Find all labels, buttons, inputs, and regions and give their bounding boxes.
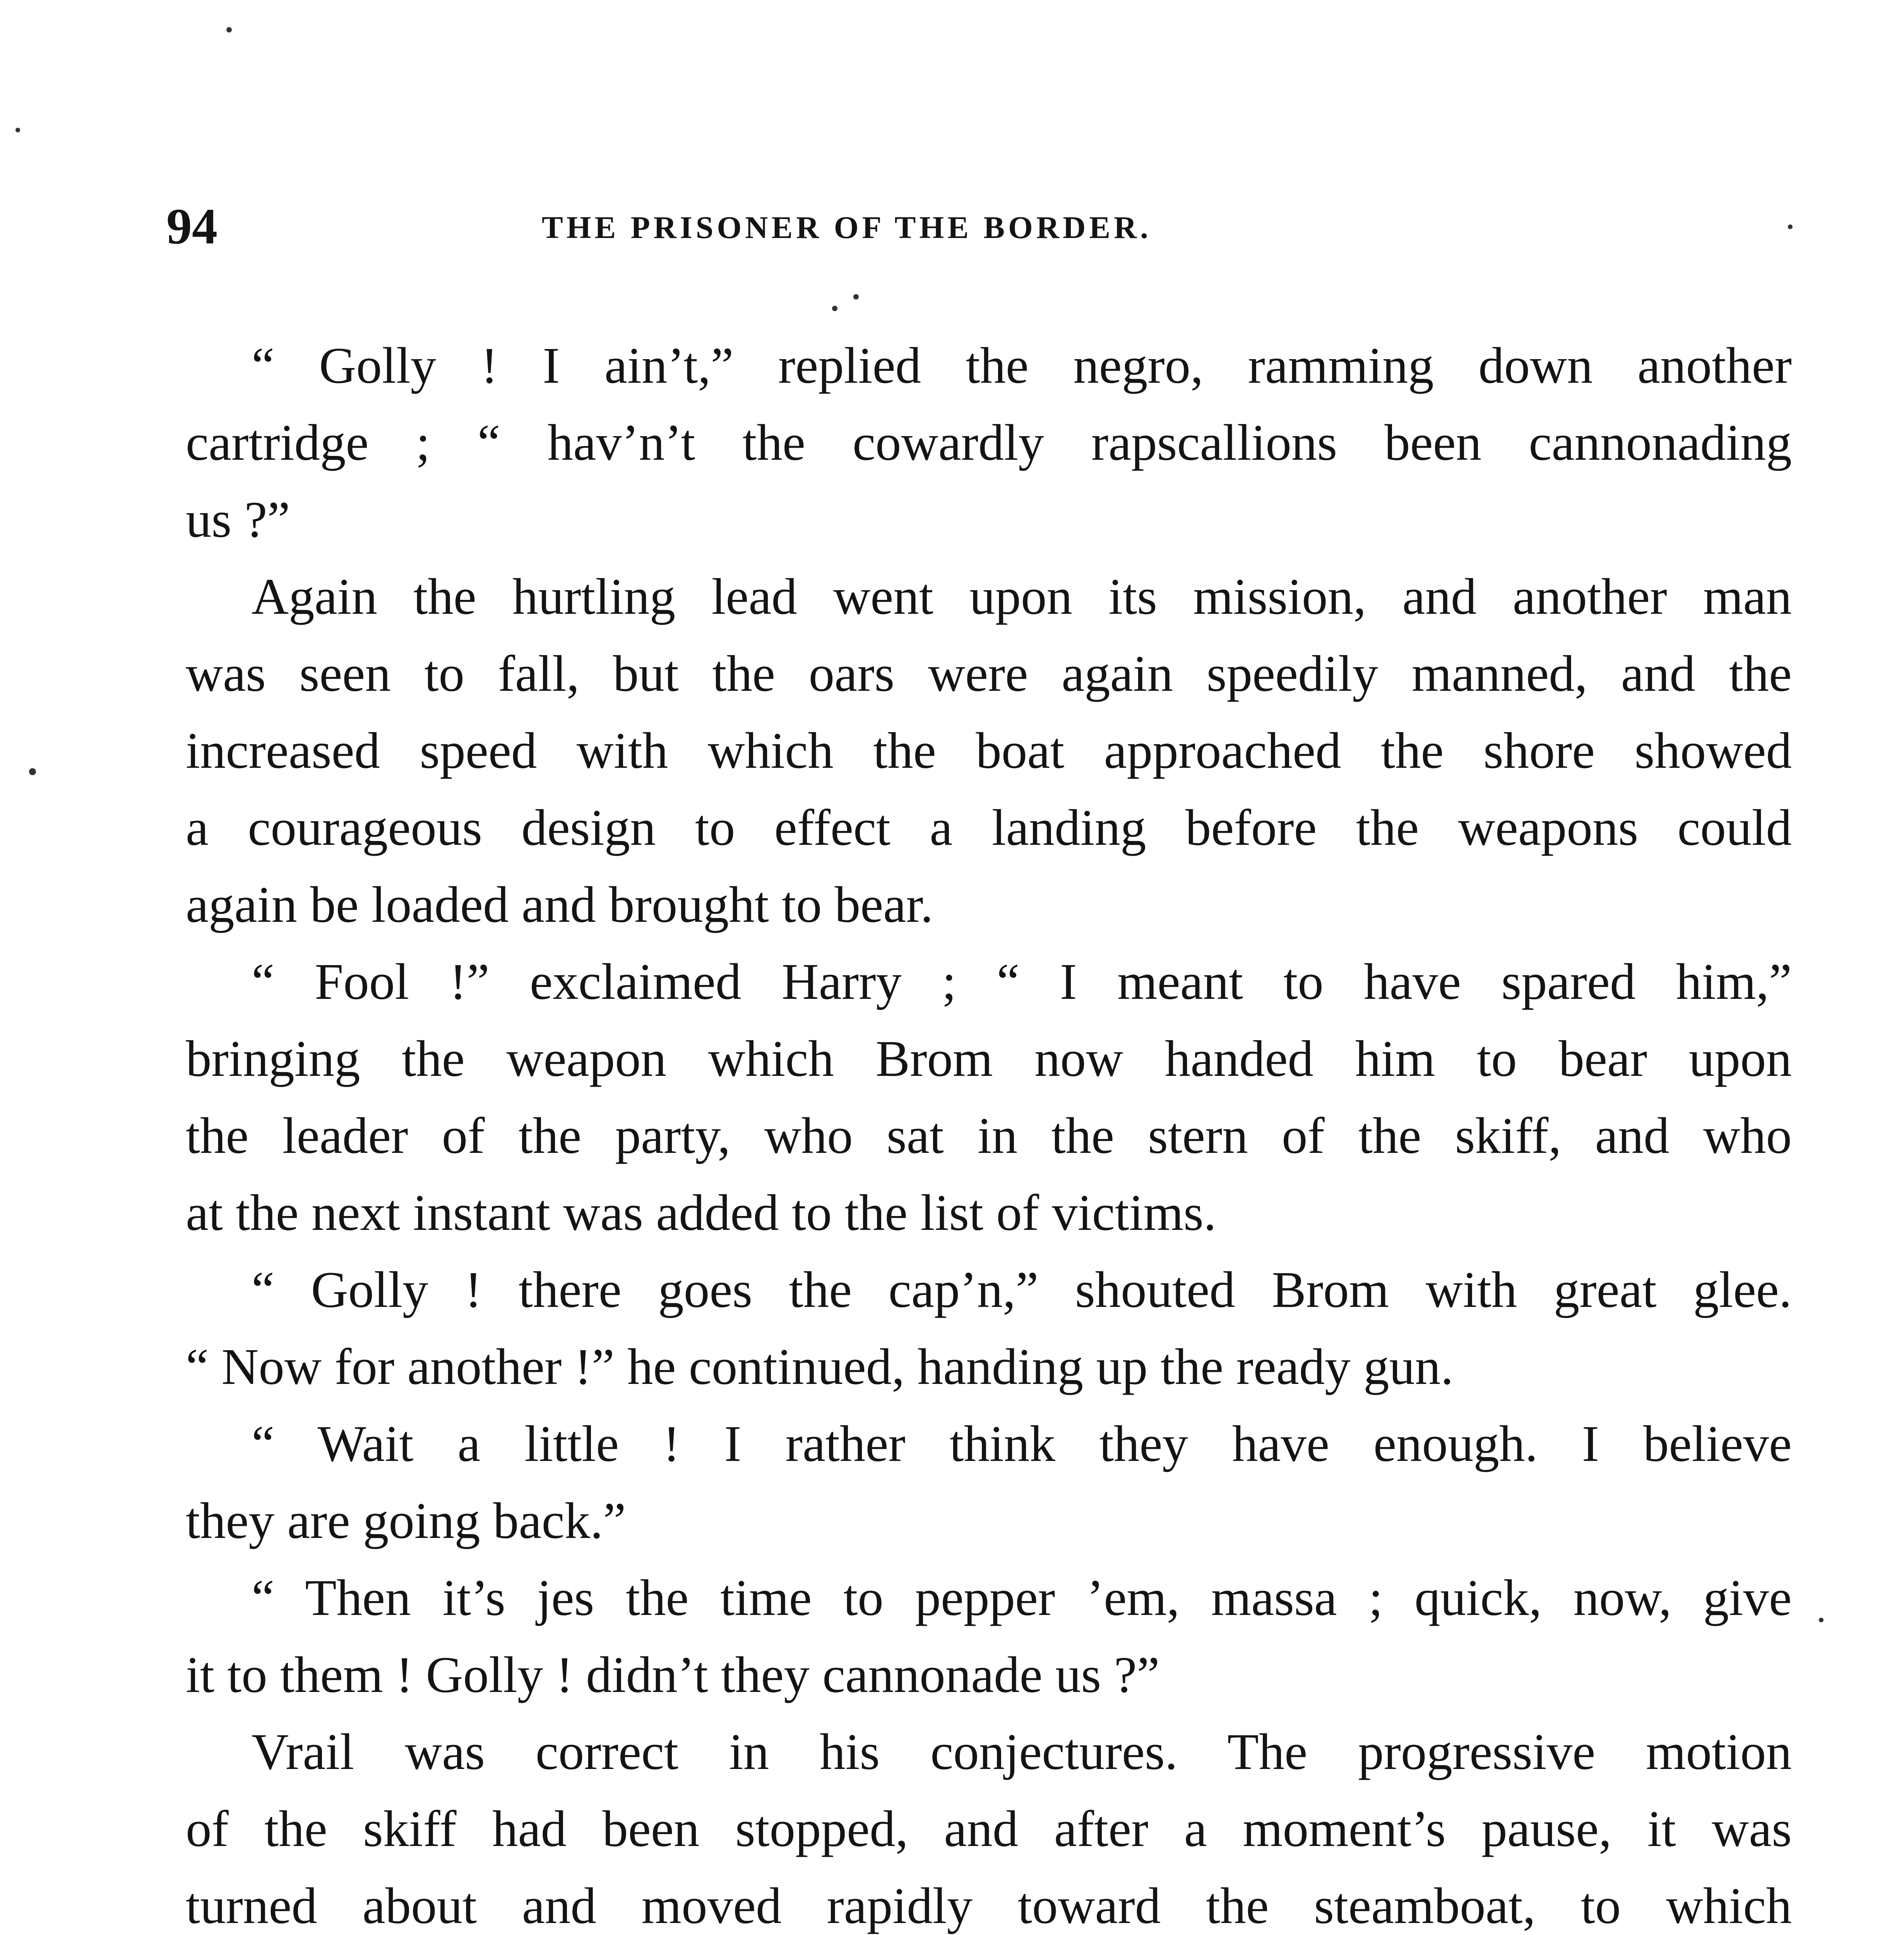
print-speck <box>1788 224 1793 229</box>
text-line: a courageous design to effect a landing before the weapons could <box>186 799 1792 856</box>
print-speck <box>29 768 36 775</box>
text-line: us ?” <box>186 491 290 548</box>
text-line: “ Then it’s jes the time to pepper ’em, massa ; quick, now, give <box>252 1569 1792 1626</box>
body-text <box>186 327 1792 1935</box>
text-line: Vrail was correct in his conjectures. The progressive motion <box>252 1723 1792 1780</box>
print-speck <box>853 294 859 300</box>
text-line: “ Fool !” exclaimed Harry ; “ I meant to have spared him,” <box>252 953 1792 1010</box>
print-speck <box>832 306 837 311</box>
print-speck <box>226 27 232 33</box>
text-line: “ Golly ! there goes the cap’n,” shouted Brom with great glee. <box>252 1261 1792 1318</box>
text-line: again be loaded and brought to bear. <box>186 876 933 933</box>
page-header <box>0 195 1904 257</box>
text-line: turned about and moved rapidly toward the steamboat, to which <box>186 1877 1792 1934</box>
text-line: “ Golly ! I ain’t,” replied the negro, ramming down another <box>252 337 1792 394</box>
print-speck <box>1819 1618 1824 1622</box>
text-line: cartridge ; “ hav’n’t the cowardly rapscallions been cannonading <box>186 414 1792 471</box>
print-speck <box>15 128 20 132</box>
text-line: was seen to fall, but the oars were again speedily manned, and the <box>186 645 1792 702</box>
text-line: of the skiff had been stopped, and after a moment’s pause, it was <box>186 1800 1792 1857</box>
text-line: at the next instant was added to the list of victims. <box>186 1184 1217 1241</box>
text-line: “ Now for another !” he continued, handing up the ready gun. <box>186 1338 1454 1395</box>
text-line: “ Wait a little ! I rather think they have enough. I believe <box>252 1415 1792 1472</box>
text-line: bringing the weapon which Brom now handed him to bear upon <box>186 1030 1792 1087</box>
text-line: the leader of the party, who sat in the stern of the skiff, and who <box>186 1107 1792 1164</box>
page-number: 94 <box>166 198 217 255</box>
text-line: Again the hurtling lead went upon its mission, and another man <box>252 568 1792 625</box>
text-line: increased speed with which the boat approached the shore showed <box>186 722 1792 779</box>
text-line: they are going back.” <box>186 1492 626 1549</box>
text-line: it to them ! Golly ! didn’t they cannonade us ?” <box>186 1646 1160 1703</box>
running-head: THE PRISONER OF THE BORDER. <box>542 210 1152 245</box>
